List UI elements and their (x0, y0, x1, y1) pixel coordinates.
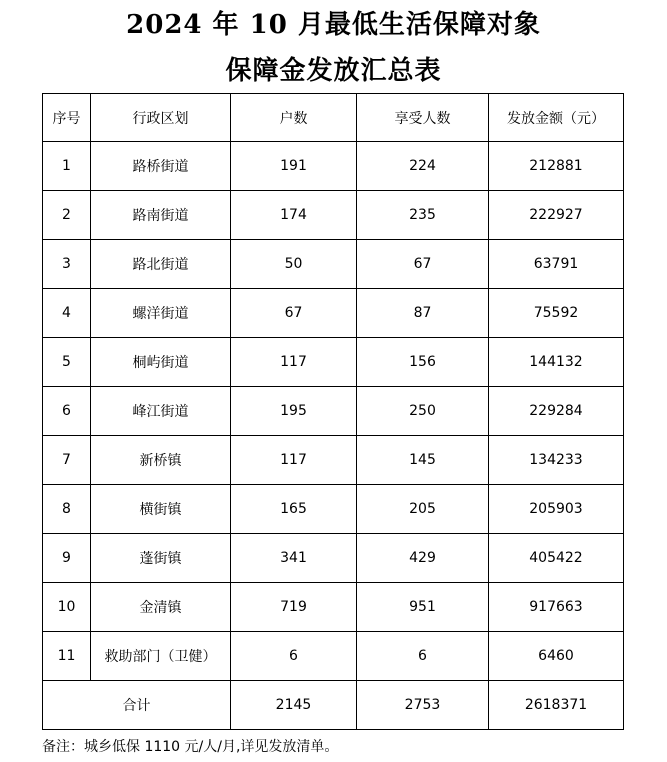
cell-households: 67 (231, 289, 357, 338)
cell-households: 117 (231, 338, 357, 387)
total-amount: 2618371 (489, 681, 624, 730)
cell-index: 9 (43, 534, 91, 583)
total-households: 2145 (231, 681, 357, 730)
cell-index: 1 (43, 142, 91, 191)
cell-index: 10 (43, 583, 91, 632)
cell-households: 165 (231, 485, 357, 534)
cell-households: 191 (231, 142, 357, 191)
cell-district: 路桥街道 (91, 142, 231, 191)
cell-district: 横街镇 (91, 485, 231, 534)
cell-district: 金清镇 (91, 583, 231, 632)
table-row (43, 436, 624, 485)
table-title-line1: 2024 年 10 月最低生活保障对象 (126, 10, 541, 40)
cell-amount: 205903 (489, 485, 624, 534)
cell-households: 50 (231, 240, 357, 289)
cell-district: 新桥镇 (91, 436, 231, 485)
cell-amount: 6460 (489, 632, 624, 681)
cell-index: 3 (43, 240, 91, 289)
cell-district: 峰江街道 (91, 387, 231, 436)
cell-amount: 212881 (489, 142, 624, 191)
summary-table (42, 93, 624, 730)
table-row (43, 534, 624, 583)
cell-persons: 145 (357, 436, 489, 485)
cell-persons: 156 (357, 338, 489, 387)
table-row (43, 485, 624, 534)
cell-amount: 63791 (489, 240, 624, 289)
cell-amount: 144132 (489, 338, 624, 387)
cell-amount: 917663 (489, 583, 624, 632)
cell-persons: 6 (357, 632, 489, 681)
cell-district: 路北街道 (91, 240, 231, 289)
cell-persons: 250 (357, 387, 489, 436)
total-row (43, 681, 624, 730)
cell-amount: 134233 (489, 436, 624, 485)
total-persons: 2753 (357, 681, 489, 730)
header-index: 序号 (43, 94, 91, 142)
table-row (43, 387, 624, 436)
cell-index: 4 (43, 289, 91, 338)
table-row (43, 240, 624, 289)
cell-index: 8 (43, 485, 91, 534)
table-row (43, 191, 624, 240)
total-label: 合计 (43, 681, 231, 730)
table-row (43, 289, 624, 338)
cell-index: 11 (43, 632, 91, 681)
table-row (43, 583, 624, 632)
cell-persons: 429 (357, 534, 489, 583)
cell-persons: 67 (357, 240, 489, 289)
header-row (43, 94, 624, 142)
cell-persons: 87 (357, 289, 489, 338)
cell-households: 6 (231, 632, 357, 681)
cell-index: 6 (43, 387, 91, 436)
footnote: 备注：城乡低保 1110 元/人/月,详见发放清单。 (42, 739, 339, 755)
cell-households: 117 (231, 436, 357, 485)
cell-amount: 75592 (489, 289, 624, 338)
table-row (43, 142, 624, 191)
header-households: 户数 (231, 94, 357, 142)
cell-households: 195 (231, 387, 357, 436)
cell-index: 7 (43, 436, 91, 485)
cell-amount: 405422 (489, 534, 624, 583)
cell-persons: 205 (357, 485, 489, 534)
table-row (43, 338, 624, 387)
cell-households: 341 (231, 534, 357, 583)
cell-index: 5 (43, 338, 91, 387)
cell-persons: 235 (357, 191, 489, 240)
cell-persons: 951 (357, 583, 489, 632)
cell-district: 桐屿街道 (91, 338, 231, 387)
cell-persons: 224 (357, 142, 489, 191)
cell-households: 719 (231, 583, 357, 632)
cell-households: 174 (231, 191, 357, 240)
header-district: 行政区划 (91, 94, 231, 142)
cell-district: 路南街道 (91, 191, 231, 240)
cell-district: 螺洋街道 (91, 289, 231, 338)
cell-district: 蓬街镇 (91, 534, 231, 583)
table-row (43, 632, 624, 681)
cell-amount: 222927 (489, 191, 624, 240)
table-title-line2: 保障金发放汇总表 (225, 56, 442, 86)
cell-district: 救助部门（卫健） (91, 632, 231, 681)
cell-index: 2 (43, 191, 91, 240)
cell-amount: 229284 (489, 387, 624, 436)
header-amount: 发放金额（元） (489, 94, 624, 142)
header-persons: 享受人数 (357, 94, 489, 142)
